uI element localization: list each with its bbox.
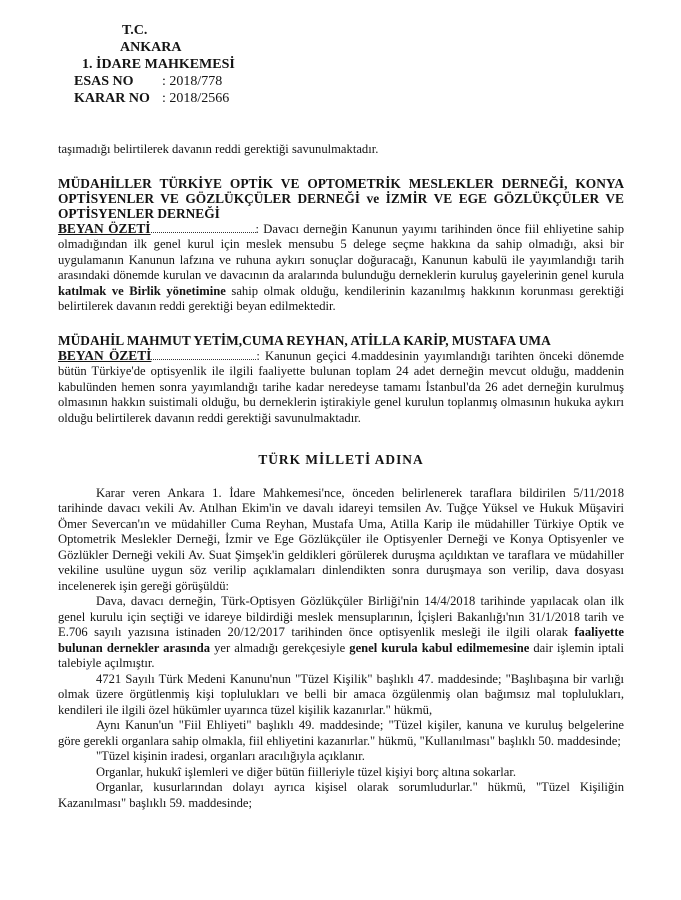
p2-bold-2: genel kurula kabul edilmemesine [349, 640, 530, 655]
intro-line: taşımadığı belirtilerek davanın reddi gerektiği savunulmaktadır. [58, 142, 379, 156]
paragraph-4: Aynı Kanun'un "Fiil Ehliyeti" başlıklı 49. maddesinde; "Tüzel kişiler, kanuna ve kuruluş belgelerine göre gerekli organlara sahip olmakla, fiil ehliyetini kazanırlar." hükmü, "Kullanılması" başlıklı 50. maddesinde; [58, 718, 624, 748]
section1-paragraph [58, 221, 624, 315]
esas-label: ESAS NO [74, 74, 134, 89]
document-body [58, 142, 624, 811]
judgment-title: TÜRK MİLLETİ ADINA [258, 452, 424, 467]
paragraph-1: Karar veren Ankara 1. İdare Mahkemesi'nce, önceden belirlenerek taraflara bildirilen 5/11/2018 tarihinde davacı vekili Av. Atılhan Ekim'in ve davalı idareyi temsilen Av. Tuğçe Yüksel ve Hukuk Müşaviri Ömer Severcan'ın ve müdahiller Cuma Reyhan, Mustafa Uma, Atilla Karip ile müdahiller Türkiye Optik ve Optometrik Meslekler Derneği, İzmir ve Ege Gözlükçüler ile Optisyenler Derneği ve Konya Optisyenler ve Gözlükler Derneği vekili Av. Suat Şimşek'in geldikleri görülerek duruşma açıldıktan ve taraflara ve müdahiller vekiline usulüne uygun söz verilip açıklamaları dinlendikten sonra duruşmaya son verilip, dava dosyası incelenerek işin gereği görüşüldü: [58, 485, 624, 593]
section2-summary-label: BEYAN ÖZETİ [58, 347, 152, 363]
p2-text-c: dair işlemin iptali talebiyle açılmıştır. [58, 640, 625, 670]
karar-row [74, 90, 235, 107]
header-city: ANKARA [120, 40, 182, 55]
section2-text: : Kanunun geçici 4.maddesinin yayımlandığı tarihten önceki dönemde bütün Türkiye'de optisyenlik ile ilgili faaliyette bulunan toplam 24 adet derneğin mevcut olduğu, maddenin kabulünden hemen sonra yayımlandığı tarihe kadar neredeyse tamamı İstanbul'da 26 adet derneğin kurulmuş olmasının hakkın suistimali olduğu, bu derneklerin iştirakiyle genel kurulun toplanmış olmasının hukuka aykırı olduğu belirtilerek davanın reddi gerektiği savunulmaktadır. [58, 348, 624, 425]
p2-text-a: Dava, davacı derneğin, Türk-Optisyen Gözlükçüler Birliği'nin 14/4/2018 tarihinde yapılacak olan ilk genel kurulu için seçtiği ve idareye bildirdiği meslek mensuplarının, İçişleri Bakanlığı'nın 31/1/2018 tarih ve E.706 sayılı yazısına istinaden 20/12/2017 tarihinden önce optisyenlik mesleği ile ilgili olarak [58, 594, 624, 639]
section2-heading: MÜDAHİL MAHMUT YETİM,CUMA REYHAN, ATİLLA KARİP, MUSTAFA UMA [58, 332, 551, 348]
paragraph-6: Organlar, hukukî işlemleri ve diğer bütün fiilleriyle tüzel kişiyi borç altına sokarlar. [96, 764, 516, 779]
section1-text-bold: katılmak ve Birlik yönetimine [58, 283, 226, 298]
karar-value: : 2018/2566 [162, 91, 230, 106]
p2-text-b: yer almadığı gerekçesiyle [210, 640, 350, 655]
karar-label: KARAR NO [74, 91, 150, 106]
p2-bold-1: faaliyette bulunan dernekler arasında [58, 625, 624, 655]
paragraph-7: Organlar, kusurlarından dolayı ayrıca kişisel olarak sorumludurlar." hükmü, "Tüzel Kişiliğin Kazanılması" başlıklı 59. maddesinde; [58, 780, 624, 810]
section1-summary-label: BEYAN ÖZETİ [58, 220, 151, 236]
header-court: 1. İDARE MAHKEMESİ [82, 57, 235, 72]
header-tc: T.C. [122, 23, 148, 38]
paragraph-2 [58, 594, 624, 672]
section1-text-b: sahip olmak olduğu, kendilerinin kazanılmış hakkının korunması gerektiği belirtilerek davanın reddi gerektiği beyan edilmektedir. [58, 283, 624, 313]
esas-value: : 2018/778 [162, 74, 223, 89]
section1-text-a: : Davacı derneğin Kanunun yayımı tarihinden önce fiil ehliyetine sahip olmadığından ilk genel kurul için meslek mensubu 5 delege seçme hakkına da sahip olmadığı, aksi bir uygulamanın Kanunun lafzına ve ruhuna aykırı sonuçlar doğuracağı, Kanunun kabulü ile yayımlandığı tarih arasındaki dönemde kurulan ve davacının da aralarında bulunduğu derneklerin kuruluş gayelerinin genel kurula [58, 221, 624, 282]
section2-paragraph [58, 348, 624, 427]
dotted-leader [151, 222, 256, 233]
paragraph-5: "Tüzel kişinin iradesi, organları aracılığıyla açıklanır. [96, 749, 365, 763]
esas-row [74, 73, 235, 90]
section1-heading: MÜDAHİLLER TÜRKİYE OPTİK VE OPTOMETRİK MESLEKLER DERNEĞİ, KONYA OPTİSYENLER VE GÖZLÜKÇÜLER DERNEĞİ ve İZMİR VE EGE GÖZLÜKÇÜLER VE OPTİSYENLER DERNEĞİ [58, 175, 624, 221]
paragraph-3: 4721 Sayılı Türk Medeni Kanunu'nun "Tüzel Kişilik" başlıklı 47. maddesinde; "Başlıbaşına bir varlığı olmak üzere örgütlenmiş kişi toplulukları ve belli bir amaca özgülenmiş olan bağımsız mal toplulukları, kendileri ile ilgili özel hükümler uyarınca tüzel kişilik kazanırlar." hükmü, [58, 671, 624, 717]
court-header [74, 22, 235, 107]
dotted-leader [151, 349, 256, 360]
